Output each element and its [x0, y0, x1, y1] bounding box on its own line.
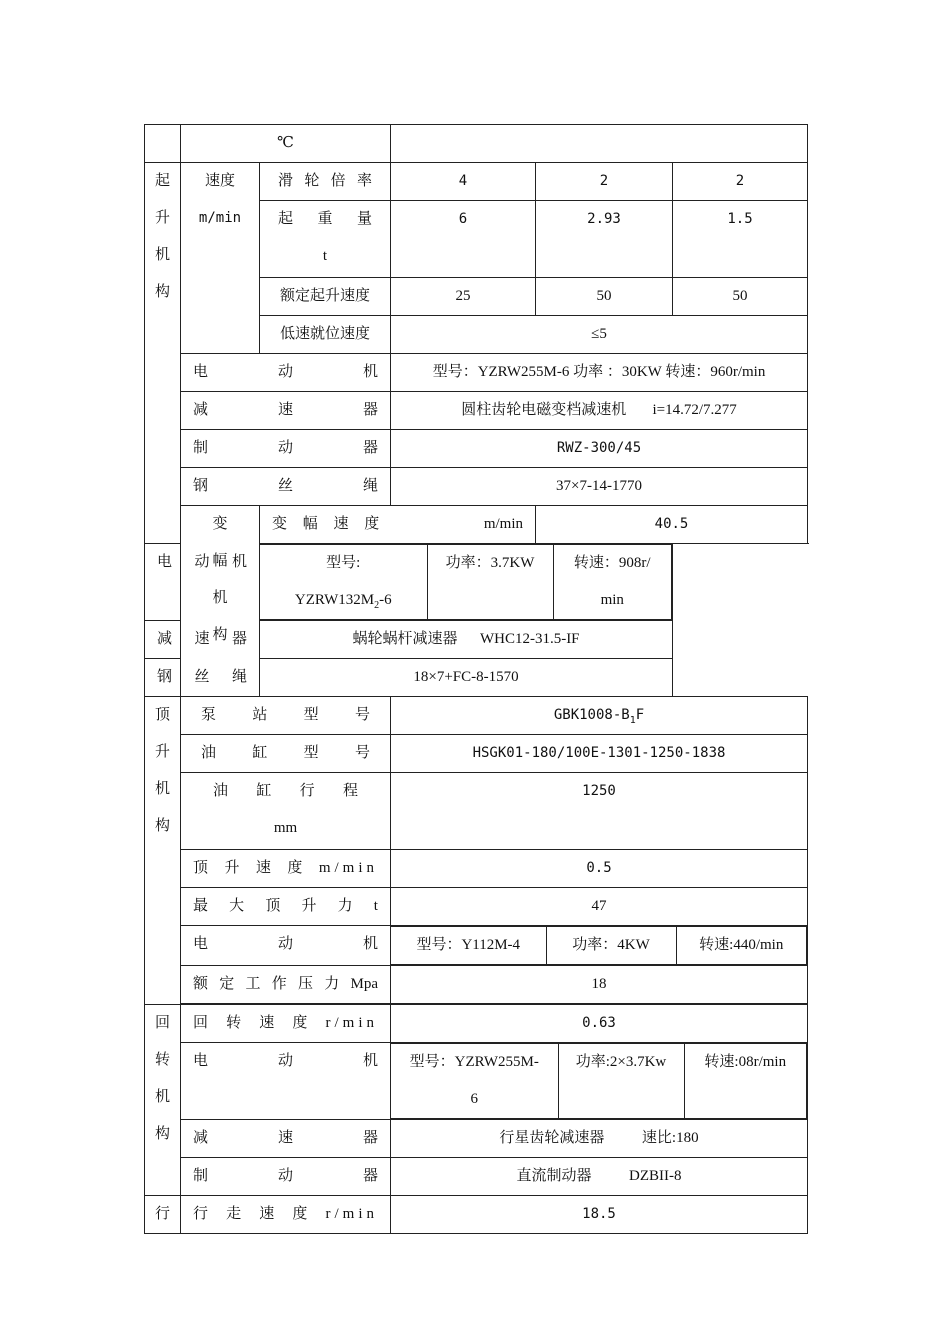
jacking-group-label: 顶 升 机 构	[145, 697, 181, 1005]
jacking-motor-values	[391, 926, 808, 966]
table-row	[145, 926, 808, 966]
jacking-motor-speed: 转速:440/min	[676, 927, 807, 965]
table-row	[145, 544, 808, 621]
lift-weight-value: 2.93	[536, 201, 673, 278]
hoist-rope-label: 钢 丝 绳	[181, 468, 391, 506]
hoist-reducer-value: 圆柱齿轮电磁变档减速机 i=14.72/7.277	[391, 392, 808, 430]
slewing-brake-value: 直流制动器 DZBII-8	[391, 1158, 808, 1196]
lift-weight-label: 起 重 量 t	[260, 201, 391, 278]
luffing-motor-power: 功率：3.7KW	[427, 545, 553, 620]
slewing-motor-power: 功率:2×3.7Kw	[558, 1044, 684, 1119]
table-row	[145, 430, 808, 468]
pump-value: $GBK1008-B_1F$	[391, 697, 808, 735]
pulley-value: 2	[673, 163, 808, 201]
pulley-value: 2	[536, 163, 673, 201]
slewing-reducer-label: 减 速 器	[181, 1120, 391, 1158]
jacking-motor-label: 电 动 机	[181, 926, 391, 966]
luffing-motor-label: 电 动 机	[145, 544, 260, 621]
luffing-motor-values	[260, 544, 673, 621]
stroke-label: 油 缸 行 程 mm	[181, 773, 391, 850]
pump-label: 泵 站 型 号	[181, 697, 391, 735]
luffing-rope-label: 钢 丝 绳	[145, 659, 260, 697]
pressure-value: 18	[391, 966, 808, 1004]
hoist-group-label: 起 升 机 构	[145, 163, 181, 544]
table-row	[145, 354, 808, 392]
hoist-motor-value: 型号：YZRW255M-6 功率 ：30KW 转速：960r/min	[391, 354, 808, 392]
max-force-value: 47	[391, 888, 808, 926]
jacking-motor-power: 功率：4KW	[546, 927, 676, 965]
rated-speed-value: 50	[673, 278, 808, 316]
table-row	[145, 966, 808, 1004]
cylinder-value: HSGK01-180/100E-1301-1250-1838	[391, 735, 808, 773]
low-speed-label: 低速就位速度	[260, 316, 391, 354]
lift-weight-value: 1.5	[673, 201, 808, 278]
table-row	[145, 697, 808, 735]
hoist-speed-label: 速度 m/min	[181, 163, 260, 354]
temp-value-cell	[391, 125, 808, 163]
hoist-reducer-label: 减 速 器	[181, 392, 391, 430]
rated-speed-label: 额定起升速度	[260, 278, 391, 316]
luffing-speed-label: 变 幅 速 度 m/min	[260, 506, 536, 544]
travel-group-label: 行	[145, 1196, 181, 1234]
crane-spec-table	[144, 124, 808, 1234]
slewing-motor-speed: 转速:08r/min	[684, 1044, 807, 1119]
table-row	[145, 659, 808, 697]
table-row	[145, 163, 808, 201]
jacking-speed-label: 顶 升 速 度 m/min	[181, 850, 391, 888]
low-speed-value: ≤5	[391, 316, 808, 354]
stroke-value: 1250	[391, 773, 808, 850]
table-row	[145, 1196, 808, 1234]
slewing-motor-model: 型号：YZRW255M- 6	[391, 1044, 558, 1119]
luffing-reducer-label: 减 速 器	[145, 621, 260, 659]
hoist-rope-value: 37×7-14-1770	[391, 468, 808, 506]
luffing-reducer-value: 蜗轮蜗杆减速器 WHC12-31.5-IF	[260, 621, 673, 659]
rated-speed-value: 50	[536, 278, 673, 316]
table-row	[145, 1043, 808, 1120]
lift-weight-value: 6	[391, 201, 536, 278]
travel-speed-label: 行 走 速 度 r/min	[181, 1196, 391, 1234]
table-row	[145, 1005, 808, 1043]
table-row	[145, 1120, 808, 1158]
temp-unit-cell: ℃	[181, 125, 391, 163]
pulley-label: 滑 轮 倍 率	[260, 163, 391, 201]
slewing-reducer-value: 行星齿轮减速器 速比:180	[391, 1120, 808, 1158]
hoist-brake-label: 制 动 器	[181, 430, 391, 468]
luffing-motor-speed: 转速：908r/ min	[553, 545, 672, 620]
table-row	[145, 735, 808, 773]
slewing-speed-label: 回 转 速 度 r/min	[181, 1005, 391, 1043]
cylinder-label: 油 缸 型 号	[181, 735, 391, 773]
luffing-speed-value: 40.5	[536, 506, 808, 544]
hoist-brake-value: RWZ-300/45	[391, 430, 808, 468]
slewing-motor-label: 电 动 机	[181, 1043, 391, 1120]
table-row	[145, 468, 808, 506]
luffing-rope-value: 18×7+FC-8-1570	[260, 659, 673, 697]
luffing-group-label: 变 幅 机 构	[181, 506, 260, 697]
rated-speed-value: 25	[391, 278, 536, 316]
slewing-speed-value: 0.63	[391, 1005, 808, 1043]
table-row	[145, 850, 808, 888]
table-row	[145, 773, 808, 850]
table-row	[145, 506, 808, 544]
pressure-label: 额 定 工 作 压 力 Mpa	[181, 966, 391, 1004]
hoist-motor-label: 电 动 机	[181, 354, 391, 392]
luffing-motor-model: 型号: $YZRW132M_2-6$	[260, 545, 427, 620]
jacking-speed-value: 0.5	[391, 850, 808, 888]
table-row	[145, 888, 808, 926]
table-row	[145, 1158, 808, 1196]
table-row	[145, 392, 808, 430]
jacking-motor-model: 型号：Y112M-4	[391, 927, 546, 965]
max-force-label: 最 大 顶 升 力 t	[181, 888, 391, 926]
table-row	[145, 621, 808, 659]
travel-speed-value: 18.5	[391, 1196, 808, 1234]
table-row	[145, 125, 808, 163]
slewing-brake-label: 制 动 器	[181, 1158, 391, 1196]
pulley-value: 4	[391, 163, 536, 201]
slewing-motor-values	[391, 1043, 808, 1120]
slewing-group-label: 回 转 机 构	[145, 1005, 181, 1196]
